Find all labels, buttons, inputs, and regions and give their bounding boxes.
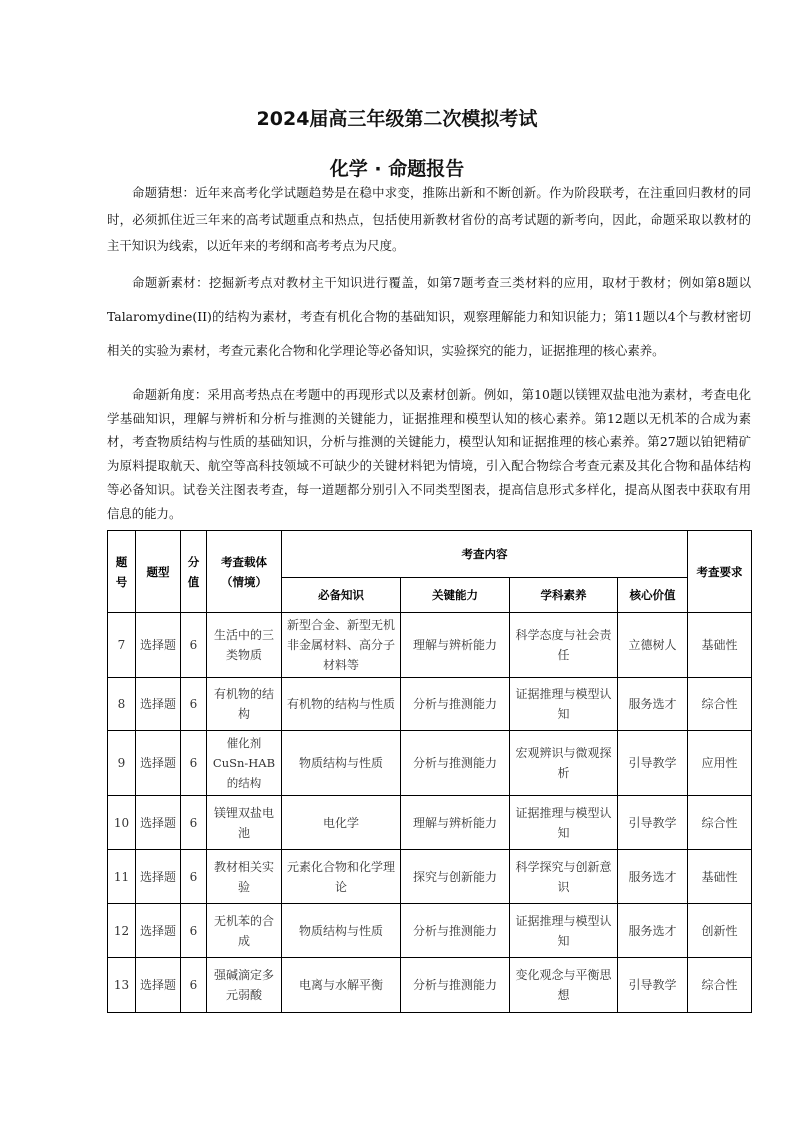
cell-knowledge: 元素化合物和化学理论 (282, 850, 401, 904)
header-value: 核心价值 (618, 578, 688, 613)
cell-literacy: 变化观念与平衡思想 (510, 958, 618, 1013)
cell-num: 9 (108, 731, 136, 796)
header-literacy: 学科素养 (510, 578, 618, 613)
table-row (108, 613, 752, 678)
exam-analysis-table (107, 530, 752, 1013)
cell-score: 6 (181, 613, 207, 678)
cell-knowledge: 新型合金、新型无机非金属材料、高分子材料等 (282, 613, 401, 678)
cell-ability: 探究与创新能力 (401, 850, 510, 904)
cell-score: 6 (181, 678, 207, 731)
cell-ability: 分析与推测能力 (401, 678, 510, 731)
cell-value: 立德树人 (618, 613, 688, 678)
cell-ability: 分析与推测能力 (401, 958, 510, 1013)
cell-carrier: 有机物的结构 (207, 678, 282, 731)
paragraph-new-material: 命题新素材：挖掘新考点对教材主干知识进行覆盖，如第7题考查三类材料的应用，取材于教材；例如第8题以Talaromydine(II)的结构为素材，考查有机化合物的基础知识，观察理解能力和知识能力；第11题以4个与教材密切相关的实验为素材，考查元素化合物和化学理论等必备知识，实验探究的能力，证据推理的核心素养。 (107, 275, 751, 358)
cell-knowledge: 有机物的结构与性质 (282, 678, 401, 731)
cell-carrier: 催化剂CuSn-HAB的结构 (207, 731, 282, 796)
cell-score: 6 (181, 904, 207, 958)
table-row (108, 796, 752, 850)
cell-requirement: 综合性 (688, 678, 752, 731)
cell-value: 引导教学 (618, 958, 688, 1013)
cell-requirement: 综合性 (688, 796, 752, 850)
document-subtitle: 化学 · 命题报告 (329, 158, 465, 180)
cell-requirement: 基础性 (688, 850, 752, 904)
cell-value: 服务选才 (618, 904, 688, 958)
cell-requirement: 综合性 (688, 958, 752, 1013)
cell-score: 6 (181, 796, 207, 850)
table-row (108, 731, 752, 796)
header-score: 分值 (181, 531, 207, 613)
cell-num: 11 (108, 850, 136, 904)
header-ability: 关键能力 (401, 578, 510, 613)
header-content: 考查内容 (282, 531, 688, 578)
cell-num: 12 (108, 904, 136, 958)
cell-type: 选择题 (136, 613, 181, 678)
cell-requirement: 基础性 (688, 613, 752, 678)
cell-num: 13 (108, 958, 136, 1013)
cell-ability: 分析与推测能力 (401, 904, 510, 958)
cell-num: 8 (108, 678, 136, 731)
cell-literacy: 证据推理与模型认知 (510, 678, 618, 731)
cell-value: 服务选才 (618, 850, 688, 904)
cell-score: 6 (181, 731, 207, 796)
header-type: 题型 (136, 531, 181, 613)
cell-ability: 理解与辨析能力 (401, 613, 510, 678)
cell-literacy: 科学探究与创新意识 (510, 850, 618, 904)
header-carrier: 考查载体（情境） (207, 531, 282, 613)
cell-knowledge: 电化学 (282, 796, 401, 850)
cell-knowledge: 物质结构与性质 (282, 904, 401, 958)
cell-type: 选择题 (136, 796, 181, 850)
cell-knowledge: 电离与水解平衡 (282, 958, 401, 1013)
cell-requirement: 创新性 (688, 904, 752, 958)
cell-literacy: 证据推理与模型认知 (510, 796, 618, 850)
cell-score: 6 (181, 850, 207, 904)
cell-num: 7 (108, 613, 136, 678)
cell-type: 选择题 (136, 904, 181, 958)
header-num: 题号 (108, 531, 136, 613)
cell-carrier: 强碱滴定多元弱酸 (207, 958, 282, 1013)
cell-knowledge: 物质结构与性质 (282, 731, 401, 796)
cell-type: 选择题 (136, 678, 181, 731)
table-row (108, 850, 752, 904)
cell-carrier: 镁锂双盐电池 (207, 796, 282, 850)
cell-literacy: 宏观辨识与微观探析 (510, 731, 618, 796)
cell-carrier: 生活中的三类物质 (207, 613, 282, 678)
cell-score: 6 (181, 958, 207, 1013)
cell-value: 引导教学 (618, 731, 688, 796)
cell-literacy: 科学态度与社会责任 (510, 613, 618, 678)
cell-ability: 理解与辨析能力 (401, 796, 510, 850)
cell-ability: 分析与推测能力 (401, 731, 510, 796)
cell-type: 选择题 (136, 731, 181, 796)
table-row (108, 904, 752, 958)
header-knowledge: 必备知识 (282, 578, 401, 613)
table-row (108, 958, 752, 1013)
cell-type: 选择题 (136, 850, 181, 904)
cell-literacy: 证据推理与模型认知 (510, 904, 618, 958)
cell-num: 10 (108, 796, 136, 850)
document-title: 2024届高三年级第二次模拟考试 (256, 108, 538, 130)
cell-requirement: 应用性 (688, 731, 752, 796)
cell-carrier: 无机苯的合成 (207, 904, 282, 958)
cell-carrier: 教材相关实验 (207, 850, 282, 904)
cell-value: 引导教学 (618, 796, 688, 850)
cell-value: 服务选才 (618, 678, 688, 731)
paragraph-new-angle: 命题新角度：采用高考热点在考题中的再现形式以及素材创新。例如，第10题以镁锂双盐电池为素材，考查电化学基础知识，理解与辨析和分析与推测的关键能力，证据推理和模型认知的核心素养。第12题以无机苯的合成为素材，考查物质结构与性质的基础知识，分析与推测的关键能力，模型认知和证据推理的核心素养。第27题以铂钯精矿为原料提取航天、航空等高科技领域不可缺少的关键材料钯为情境，引入配合物综合考查元素及其化合物和晶体结构等必备知识。试卷关注图表考查，每一道题都分别引入不同类型图表，提高信息形式多样化，提高从图表中获取有用信息的能力。 (107, 387, 751, 521)
cell-type: 选择题 (136, 958, 181, 1013)
table-row (108, 678, 752, 731)
header-requirement: 考查要求 (688, 531, 752, 613)
paragraph-guess: 命题猜想：近年来高考化学试题趋势是在稳中求变，推陈出新和不断创新。作为阶段联考，在注重回归教材的同时，必须抓住近三年来的高考试题重点和热点，包括使用新教材省份的高考试题的新考向，因此，命题采取以教材的主干知识为线索，以近年来的考纲和高考考点为尺度。 (107, 185, 751, 253)
